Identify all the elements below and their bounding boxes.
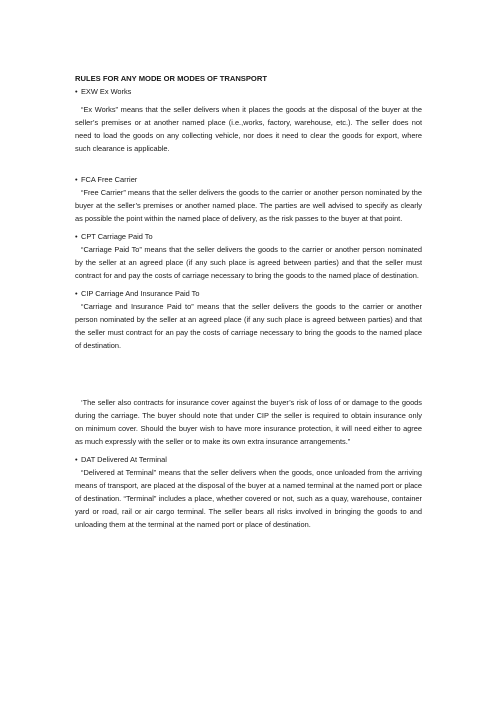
spacer bbox=[75, 378, 422, 391]
spacer bbox=[75, 155, 422, 168]
section-title-exw bbox=[75, 85, 422, 98]
bullet-icon: • bbox=[75, 175, 78, 184]
section-title-text: EXW Ex Works bbox=[81, 87, 132, 96]
spacer bbox=[75, 365, 422, 378]
section-body-dat: “Delivered at Terminal” means that the seller delivers when the goods, once unloaded from the arriving means of transport, are placed at the disposal of the buyer at a named terminal at the named port or place of destination. “Terminal” includes a place, whether covered or not, such as a quay, warehouse, container yard or road, rail or air cargo terminal. The seller bears all risks involved in bringing the goods to and unloading them at the terminal at the named port or place of destination. bbox=[75, 468, 422, 529]
section-body-cip: “Carriage and Insurance Paid to” means that the seller delivers the goods to the carrier or another person nominated by the seller at an agreed place (if any such place is agreed between parties) and that the seller must contract for an pay the costs of carriage necessary to bring the goods to the named place of destination. bbox=[75, 302, 422, 350]
section-body-cpt: “Carriage Paid To” means that the seller delivers the goods to the carrier or another person nominated by the seller at an agreed place (if any such place is agreed between parties) and that the seller must contract for and pay the costs of carriage necessary to bring the goods to the named place of destination. bbox=[75, 245, 422, 280]
section-title-cpt bbox=[75, 230, 422, 243]
bullet-icon: • bbox=[75, 87, 78, 96]
section-title-fca bbox=[75, 173, 422, 186]
bullet-icon: • bbox=[75, 455, 78, 464]
section-title-text: CIP Carriage And Insurance Paid To bbox=[81, 289, 200, 298]
section-title-text: DAT Delivered At Terminal bbox=[81, 455, 167, 464]
section-body-exw: “Ex Works” means that the seller delivers when it places the goods at the disposal of the buyer at the seller’s premises or at another named place (i.e.,works, factory, warehouse, etc.). The seller does not need to load the goods on any collecting vehicle, nor does it need to clear the goods for export, where such clearance is applicable. bbox=[75, 105, 422, 153]
section-title-cip bbox=[75, 287, 422, 300]
spacer bbox=[75, 352, 422, 365]
section-body-fca: “Free Carrier” means that the seller delivers the goods to the carrier or another person nominated by the buyer at the seller’s premises or another named place. The parties are well advised to specify as clearly as possible the point within the named place of delivery, as the risk passes to the buyer at that point. bbox=[75, 188, 422, 223]
bullet-icon: • bbox=[75, 232, 78, 241]
bullet-icon: • bbox=[75, 289, 78, 298]
section-extra-cip: ‘The seller also contracts for insurance cover against the buyer’s risk of loss of or damage to the goods during the carriage. The buyer should note that under CIP the seller is required to obtain insurance only on minimum cover. Should the buyer wish to have more insurance protection, it will need either to agree as much expressly with the seller or to make its own extra insurance arrangements.” bbox=[75, 398, 422, 446]
section-title-text: CPT Carriage Paid To bbox=[81, 232, 153, 241]
document-page bbox=[75, 72, 422, 531]
section-title-dat bbox=[75, 453, 422, 466]
document-heading: RULES FOR ANY MODE OR MODES OF TRANSPORT bbox=[75, 74, 267, 83]
section-title-text: FCA Free Carrier bbox=[81, 175, 138, 184]
